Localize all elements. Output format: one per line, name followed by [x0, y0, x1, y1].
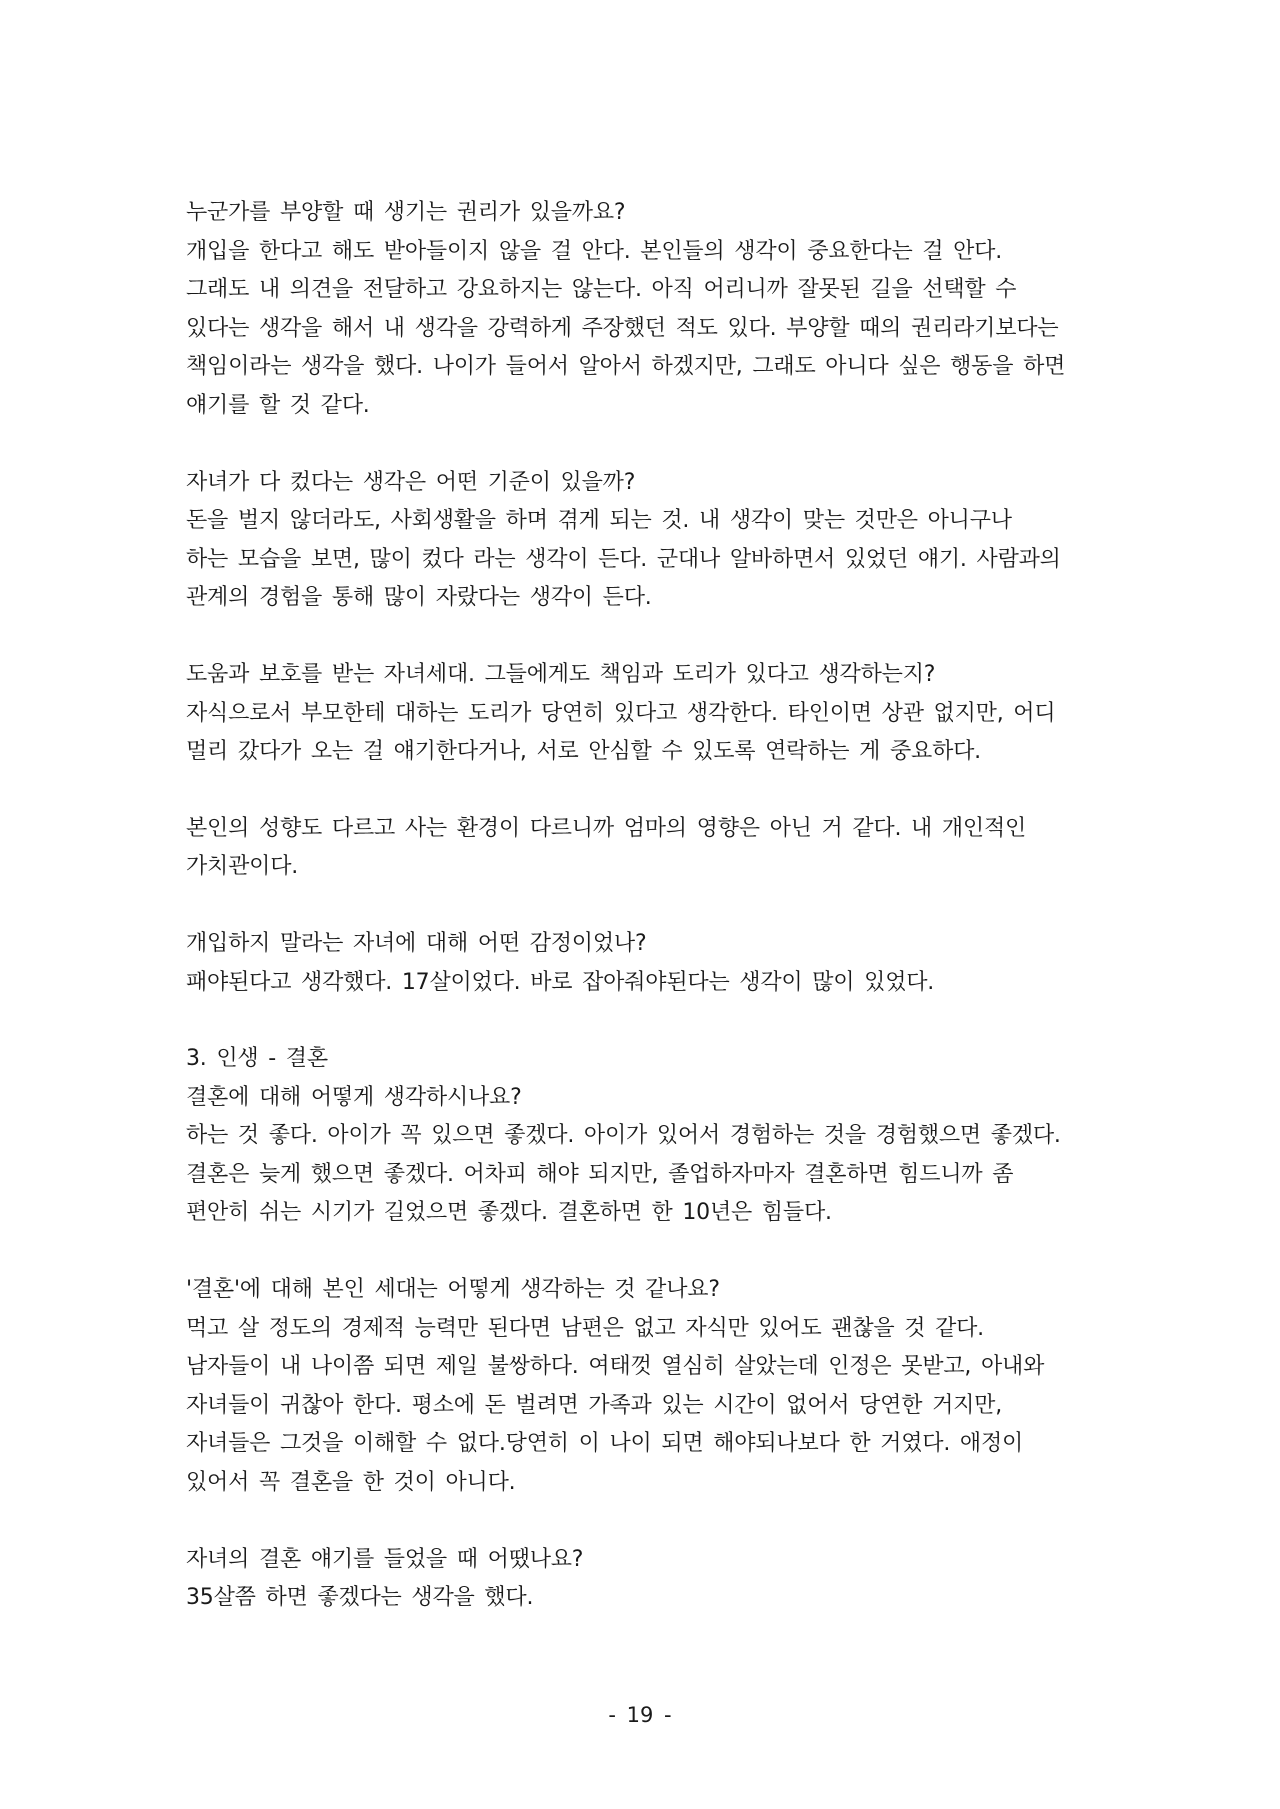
question-line: 결혼에 대해 어떻게 생각하시나요?: [186, 1084, 522, 1110]
answer-line: 책임이라는 생각을 했다. 나이가 들어서 알아서 하겠지만, 그래도 아니다 싶은 행동을 하면: [186, 354, 1066, 380]
answer-line: 돈을 벌지 않더라도, 사회생활을 하며 겪게 되는 것. 내 생각이 맞는 것만은 아니구나: [186, 508, 1012, 534]
answer-line: 관계의 경험을 통해 많이 자랐다는 생각이 든다.: [186, 585, 652, 611]
question-line: 자녀의 결혼 얘기를 들었을 때 어땠나요?: [186, 1546, 584, 1572]
answer-line: 남자들이 내 나이쯤 되면 제일 불쌍하다. 여태껏 열심히 살았는데 인정은 못받고, 아내와: [186, 1354, 1045, 1380]
answer-line: 본인의 성향도 다르고 사는 환경이 다르니까 엄마의 영향은 아닌 거 같다. 내 개인적인: [186, 815, 1027, 841]
section-heading: 3. 인생 - 결혼: [186, 1046, 328, 1072]
paragraph-generation-marriage: [186, 1271, 1106, 1503]
paragraph-marriage-opinion: [186, 1040, 1106, 1233]
paragraph-intervention-feeling: [186, 925, 1106, 1002]
question-line: 자녀가 다 컸다는 생각은 어떤 기준이 있을까?: [186, 469, 636, 495]
paragraph-personal-values: [186, 810, 1106, 887]
answer-line: 있다는 생각을 해서 내 생각을 강력하게 주장했던 적도 있다. 부양할 때의 권리라기보다는: [186, 315, 1059, 341]
answer-line: 하는 모습을 보면, 많이 컸다 라는 생각이 든다. 군대나 알바하면서 있었던 얘기. 사람과의: [186, 546, 1061, 572]
answer-line: 자식으로서 부모한테 대하는 도리가 당연히 있다고 생각한다. 타인이면 상관 없지만, 어디: [186, 700, 1056, 726]
answer-line: 자녀들은 그것을 이해할 수 없다.당연히 이 나이 되면 해야되나보다 한 거였다. 애정이: [186, 1431, 1024, 1457]
question-line: '결혼'에 대해 본인 세대는 어떻게 생각하는 것 같나요?: [186, 1277, 720, 1303]
answer-line: 하는 것 좋다. 아이가 꼭 있으면 좋겠다. 아이가 있어서 경험하는 것을 경험했으면 좋겠다.: [186, 1123, 1061, 1149]
answer-line: 35살쯤 하면 좋겠다는 생각을 했다.: [186, 1585, 534, 1611]
answer-line: 멀리 갔다가 오는 걸 얘기한다거나, 서로 안심할 수 있도록 연락하는 게 중요하다.: [186, 739, 981, 765]
answer-line: 그래도 내 의견을 전달하고 강요하지는 않는다. 아직 어리니까 잘못된 길을 선택할 수: [186, 277, 1017, 303]
answer-line: 편안히 쉬는 시기가 길었으면 좋겠다. 결혼하면 한 10년은 힘들다.: [186, 1200, 832, 1226]
document-body: [186, 194, 1106, 1656]
answer-line: 개입을 한다고 해도 받아들이지 않을 걸 안다. 본인들의 생각이 중요한다는 걸 안다.: [186, 238, 1003, 264]
question-line: 누군가를 부양할 때 생기는 권리가 있을까요?: [186, 200, 626, 225]
paragraph-child-marriage-news: [186, 1541, 1106, 1618]
answer-line: 결혼은 늦게 했으면 좋겠다. 어차피 해야 되지만, 졸업하자마자 결혼하면 힘드니까 좀: [186, 1161, 1014, 1187]
answer-line: 얘기를 할 것 같다.: [186, 392, 370, 418]
answer-line: 자녀들이 귀찮아 한다. 평소에 돈 벌려면 가족과 있는 시간이 없어서 당연한 거지만,: [186, 1392, 1003, 1418]
paragraph-support-rights: [186, 194, 1106, 426]
answer-line: 있어서 꼭 결혼을 한 것이 아니다.: [186, 1470, 516, 1496]
answer-line: 패야된다고 생각했다. 17살이었다. 바로 잡아줘야된다는 생각이 많이 있었다.: [186, 969, 935, 995]
answer-line: 가치관이다.: [186, 854, 299, 880]
question-line: 개입하지 말라는 자녀에 대해 어떤 감정이었나?: [186, 930, 647, 956]
question-line: 도움과 보호를 받는 자녀세대. 그들에게도 책임과 도리가 있다고 생각하는지?: [186, 661, 936, 687]
paragraph-children-duty: [186, 656, 1106, 772]
paragraph-grown-up-criteria: [186, 464, 1106, 618]
answer-line: 먹고 살 정도의 경제적 능력만 된다면 남편은 없고 자식만 있어도 괜찮을 것 같다.: [186, 1315, 984, 1341]
page-number: - 19 -: [608, 1703, 672, 1727]
